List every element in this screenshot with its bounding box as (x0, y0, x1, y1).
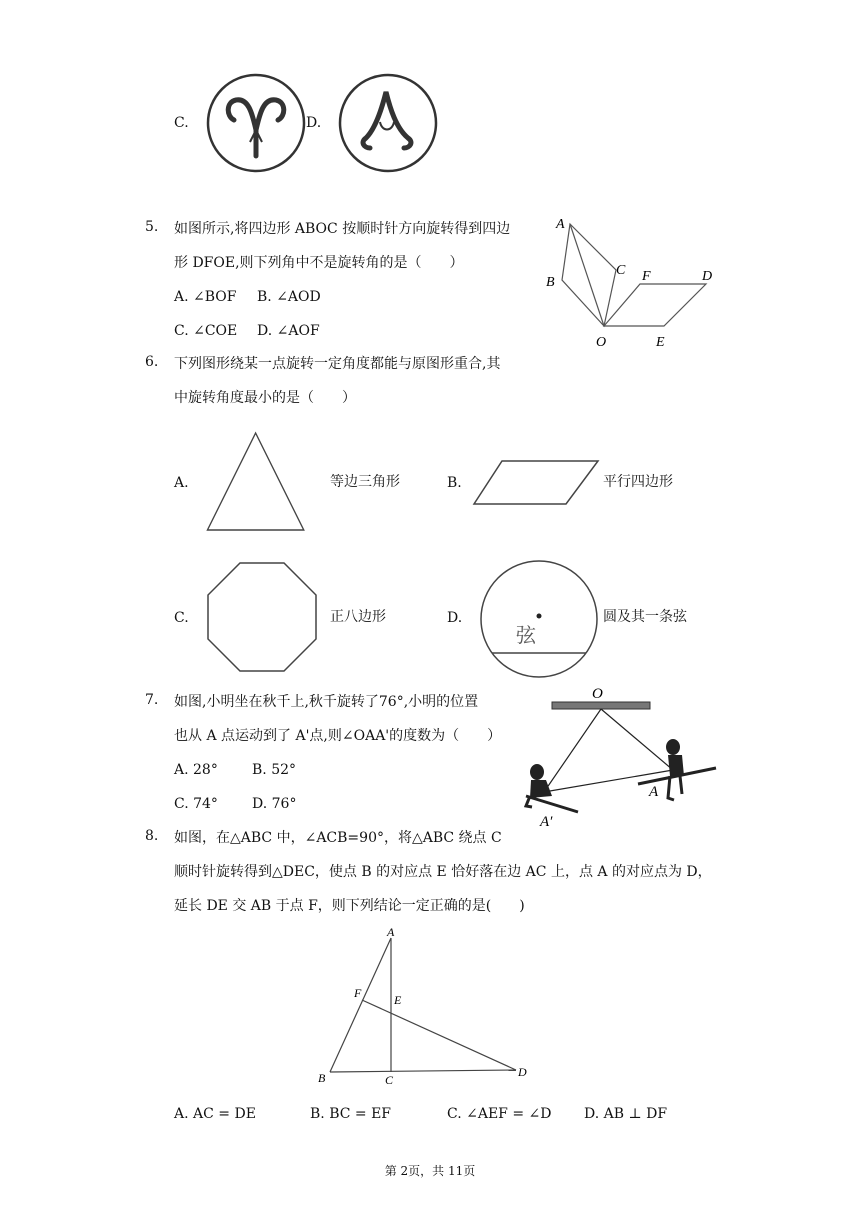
q8-option-b: B. BC = EF (310, 1106, 392, 1122)
q4-option-c-label: C. (174, 115, 189, 131)
q5-option-b: B. ∠AOD (257, 289, 321, 305)
q5-label-o: O (596, 335, 607, 350)
q8-label-f: F (354, 986, 362, 1000)
q4-option-d-symbol (336, 72, 440, 174)
q7-label-o: O (592, 686, 603, 702)
q5-label-e: E (656, 335, 665, 350)
q8-number: 8. (145, 828, 159, 844)
q6-chord-label: 弦 (516, 625, 536, 647)
q8-stem-line1: 如图，在△ABC 中，∠ACB=90°，将△ABC 绕点 C (174, 830, 502, 846)
q8-label-a: A (387, 925, 395, 939)
q5-label-a: A (556, 217, 565, 232)
q8-option-c: C. ∠AEF = ∠D (447, 1106, 552, 1122)
q6-parallelogram (470, 458, 602, 508)
q8-label-b: B (318, 1071, 326, 1085)
q5-label-f: F (642, 269, 651, 284)
q6-option-d-label: D. (447, 610, 463, 626)
q5-label-b: B (546, 275, 555, 290)
q7-option-c: C. 74° (174, 796, 218, 812)
q6-option-b-label: B. (447, 475, 462, 491)
q8-stem-line2: 顺时针旋转得到△DEC，使点 B 的对应点 E 恰好落在边 AC 上，点 A 的对应点为 D， (174, 864, 712, 880)
boy-right-icon (666, 739, 684, 800)
q5-label-c: C (616, 263, 626, 278)
q5-rotation-figure (540, 210, 730, 352)
q5-label-d: D (702, 269, 713, 284)
q6-circle-with-chord (478, 558, 600, 680)
q6-option-c-label: C. (174, 610, 189, 626)
q8-label-c: C (385, 1073, 394, 1087)
q7-swing-figure (518, 680, 724, 830)
q6-option-b-caption: 平行四边形 (603, 474, 673, 490)
q8-option-d: D. AB ⊥ DF (584, 1106, 668, 1122)
q6-stem-line2: 中旋转角度最小的是（ ） (174, 390, 356, 406)
q7-label-a-prime: A′ (540, 814, 553, 830)
q7-stem-line2: 也从 A 点运动到了 A'点,则∠OAA'的度数为（ ） (174, 728, 502, 744)
q7-stem-line1: 如图,小明坐在秋千上,秋千旋转了76°,小明的位置 (174, 694, 479, 710)
q4-option-d-label: D. (306, 115, 322, 131)
q6-option-a-label: A. (174, 475, 189, 491)
q6-number: 6. (145, 354, 159, 370)
q8-option-a: A. AC = DE (174, 1106, 256, 1122)
q7-number: 7. (145, 692, 159, 708)
q5-stem-line2: 形 DFOE,则下列角中不是旋转角的是（ ） (174, 255, 464, 271)
q7-label-a: A (649, 784, 659, 800)
q6-equilateral-triangle (204, 430, 308, 534)
q6-regular-octagon (204, 560, 320, 676)
q7-option-b: B. 52° (252, 762, 297, 778)
q7-option-d: D. 76° (252, 796, 297, 812)
q6-stem-line1: 下列图形绕某一点旋转一定角度都能与原图形重合,其 (174, 356, 501, 372)
q5-option-d: D. ∠AOF (257, 323, 320, 339)
q8-stem-line3: 延长 DE 交 AB 于点 F，则下列结论一定正确的是( ) (174, 898, 525, 914)
q7-option-a: A. 28° (174, 762, 218, 778)
q6-option-d-caption: 圆及其一条弦 (603, 609, 687, 625)
q5-stem-line1: 如图所示,将四边形 ABOC 按顺时针方向旋转得到四边 (174, 221, 511, 237)
q8-label-d: D (518, 1065, 527, 1079)
q8-label-e: E (394, 993, 402, 1007)
q6-option-a-caption: 等边三角形 (330, 474, 400, 490)
q4-option-c-aries-symbol (204, 72, 308, 174)
q5-option-a: A. ∠BOF (174, 289, 237, 305)
page-footer: 第 2页，共 11页 (384, 1164, 476, 1178)
q5-option-c: C. ∠COE (174, 323, 238, 339)
q6-option-c-caption: 正八边形 (330, 609, 386, 625)
q5-number: 5. (145, 219, 159, 235)
q8-triangle-figure (312, 924, 534, 1090)
